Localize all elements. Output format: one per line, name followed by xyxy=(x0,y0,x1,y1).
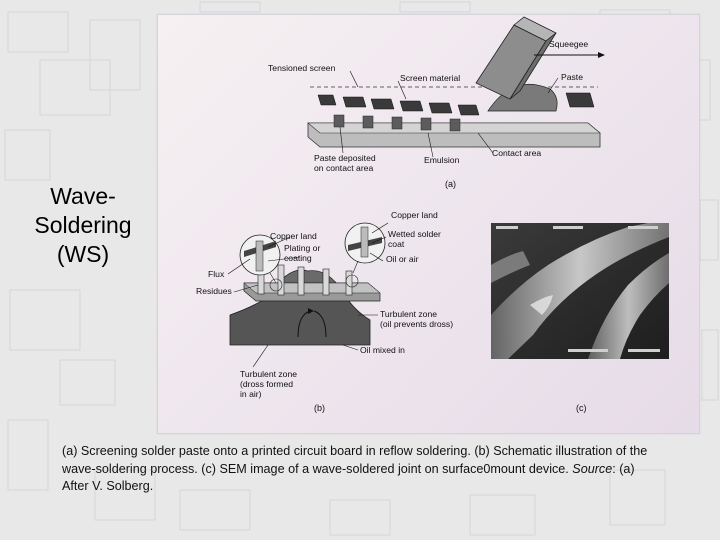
label-turbulent-bottom: Turbulent zone xyxy=(240,369,298,379)
caption-source-text: : (a) After V. Solberg. xyxy=(62,461,635,493)
label-wetted-solder-2: coat xyxy=(388,239,405,249)
label-plating-2: coating xyxy=(284,253,312,263)
caption-source-label: Source xyxy=(572,461,613,476)
diagram-a xyxy=(268,17,605,189)
label-plating: Plating or xyxy=(284,243,321,253)
label-flux: Flux xyxy=(208,269,225,279)
label-screen-material: Screen material xyxy=(400,73,461,83)
figure-caption xyxy=(62,443,662,496)
label-oil-mixed-in: Oil mixed in xyxy=(360,345,405,355)
label-wetted-solder: Wetted solder xyxy=(388,229,441,239)
label-copper-land-top: Copper land xyxy=(391,210,438,220)
caption-main: (a) Screening solder paste onto a printed circuit board in reflow soldering. (b) Schematic illustration of the wave-soldering process. (c) SEM image of a wave-soldered joint on surface0mount device. xyxy=(62,444,648,476)
diagram-b xyxy=(196,210,453,413)
label-residues: Residues xyxy=(196,286,232,296)
label-paste: Paste xyxy=(561,72,583,82)
label-squeegee: Squeegee xyxy=(549,39,589,49)
label-tensioned-screen: Tensioned screen xyxy=(268,63,336,73)
label-turbulent-right-2: (oil prevents dross) xyxy=(380,319,454,329)
magnified-right xyxy=(345,223,385,273)
slide-title: Wave- Soldering (WS) xyxy=(34,183,132,267)
tag-a: (a) xyxy=(445,179,456,189)
label-contact-area: Contact area xyxy=(492,148,542,158)
label-turbulent-right: Turbulent zone xyxy=(380,309,438,319)
label-turbulent-bottom-3: in air) xyxy=(240,389,262,399)
label-copper-land-left: Copper land xyxy=(270,231,317,241)
label-paste-deposited-2: on contact area xyxy=(314,163,374,173)
label-oil-or-air: Oil or air xyxy=(386,254,419,264)
label-emulsion: Emulsion xyxy=(424,155,460,165)
sem-image xyxy=(491,223,669,413)
label-turbulent-bottom-2: (dross formed xyxy=(240,379,294,389)
tag-c: (c) xyxy=(576,403,587,413)
label-paste-deposited: Paste deposited xyxy=(314,153,376,163)
figure-illustration xyxy=(158,15,699,433)
figure-panel xyxy=(157,14,700,434)
tag-b: (b) xyxy=(314,403,325,413)
